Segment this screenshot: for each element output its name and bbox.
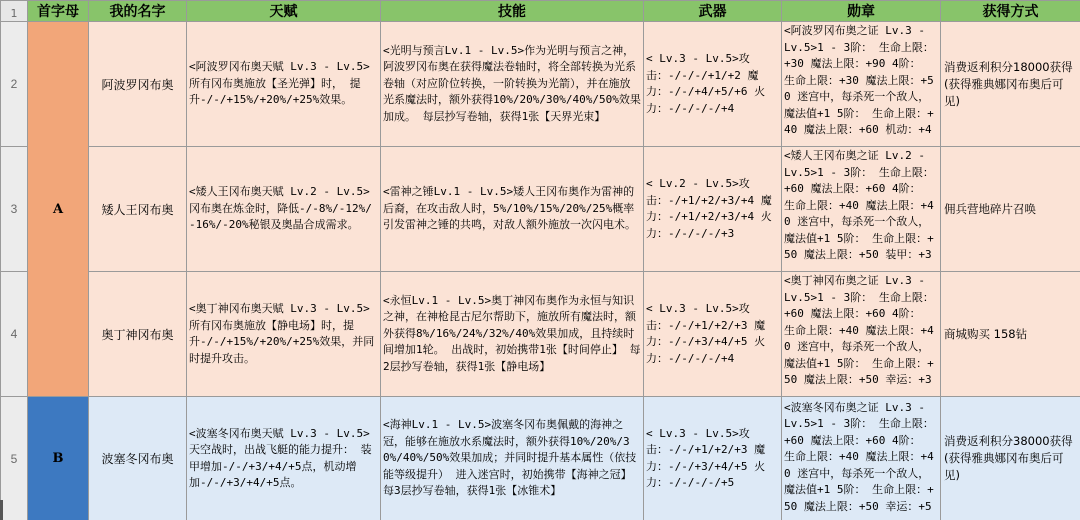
table-row [1,22,1080,147]
skill-cell[interactable]: <光明与预言Lv.1 - Lv.5>作为光明与预言之神，阿波罗冈布奥在获得魔法卷轴时，将全部转换为光系卷轴（对应阶位转换，一阶转换为光箭），并在施放光系魔法时，额外获得10%/20%/30%/40%/50%效果加成。 每层抄写卷轴，获得1张【天界光束】 [381,22,644,147]
talent-cell[interactable]: <奥丁神冈布奥天赋 Lv.3 - Lv.5>所有冈布奥施放【静电场】时，提升-/-/+15%/+20%/+25%效果，并同时提升攻击。 [187,272,381,397]
medal-cell[interactable]: <波塞冬冈布奥之证 Lv.3 - Lv.5>1 - 3阶： 生命上限：+60 魔法上限：+60 4阶： 生命上限：+40 魔法上限：+40 迷宫中，每杀死一个敌人，魔法值+1 5阶： 生命上限：+50 魔法上限：+50 幸运：+5 [782,397,941,520]
weapon-cell[interactable]: < Lv.3 - Lv.5>攻击：-/-/+1/+2/+3 魔力：-/-/+3/+4/+5 火力：-/-/-/-/+4 [644,272,782,397]
column-header-weapon[interactable]: 武器 [644,1,782,22]
column-header-name[interactable]: 我的名字 [89,1,187,22]
row-number-cell[interactable]: 1 [1,1,28,22]
obtain-cell[interactable]: 消费返利积分18000获得(获得雅典娜冈布奥后可见) [941,22,1080,147]
obtain-cell[interactable]: 消费返利积分38000获得(获得雅典娜冈布奥后可见) [941,397,1080,520]
column-header-medal[interactable]: 勋章 [782,1,941,22]
talent-cell[interactable]: <矮人王冈布奥天赋 Lv.2 - Lv.5>冈布奥在炼金时，降低-/-8%/-12%/-16%/-20%秘银及奥晶合成需求。 [187,147,381,272]
table-row [1,272,1080,397]
column-header-initial[interactable]: 首字母 [28,1,89,22]
row-number-cell[interactable]: 4 [1,272,28,397]
name-cell[interactable]: 矮人王冈布奥 [89,147,187,272]
medal-cell[interactable]: <奥丁神冈布奥之证 Lv.3 - Lv.5>1 - 3阶： 生命上限：+60 魔法上限：+60 4阶： 生命上限：+40 魔法上限：+40 迷宫中，每杀死一个敌人，魔法值+1 5阶： 生命上限：+50 魔法上限：+50 幸运：+3 [782,272,941,397]
weapon-cell[interactable]: < Lv.3 - Lv.5>攻击：-/-/-/+1/+2 魔力：-/-/+4/+5/+6 火力：-/-/-/-/+4 [644,22,782,147]
obtain-cell[interactable]: 佣兵营地碎片召唤 [941,147,1080,272]
name-cell[interactable]: 波塞冬冈布奥 [89,397,187,520]
weapon-cell[interactable]: < Lv.2 - Lv.5>攻击：-/+1/+2/+3/+4 魔力：-/+1/+2/+3/+4 火力：-/-/-/-/+3 [644,147,782,272]
talent-cell[interactable]: <阿波罗冈布奥天赋 Lv.3 - Lv.5>所有冈布奥施放【圣光弹】时， 提升-/-/+15%/+20%/+25%效果。 [187,22,381,147]
table-row [1,147,1080,272]
name-cell[interactable]: 阿波罗冈布奥 [89,22,187,147]
skill-cell[interactable]: <雷神之锤Lv.1 - Lv.5>矮人王冈布奥作为雷神的后裔，在攻击敌人时，5%/10%/15%/20%/25%概率引发雷神之锤的共鸣，对敌人额外施放一次闪电术。 [381,147,644,272]
header-row [1,1,1080,22]
medal-cell[interactable]: <阿波罗冈布奥之证 Lv.3 - Lv.5>1 - 3阶： 生命上限：+30 魔法上限：+90 4阶： 生命上限：+30 魔法上限：+50 迷宫中，每杀死一个敌人，魔法值+1 5阶： 生命上限：+40 魔法上限：+60 机动：+4 [782,22,941,147]
group-letter-cell[interactable]: B [28,397,89,520]
skill-cell[interactable]: <永恒Lv.1 - Lv.5>奥丁神冈布奥作为永恒与知识之神，在神枪昆古尼尔帮助下，施放所有魔法时，额外获得8%/16%/24%/32%/40%效果加成，且持续时间增加1轮。 出战时，初始携带1张【时间停止】 每2层抄写卷轴，获得1张【静电场】 [381,272,644,397]
group-letter-cell[interactable]: A [28,22,89,397]
skill-cell[interactable]: <海神Lv.1 - Lv.5>波塞冬冈布奥佩戴的海神之冠，能够在施放水系魔法时，额外获得10%/20%/30%/40%/50%效果加成；并同时提升基本属性（依技能等级提升） 进入迷宫时，初始携带【海神之冠】 每3层抄写卷轴，获得1张【冰锥术】 [381,397,644,520]
talent-cell[interactable]: <波塞冬冈布奥天赋 Lv.3 - Lv.5>天空战时，出战飞艇的能力提升： 装甲增加-/-/+3/+4/+5点，机动增加-/-/+3/+4/+5点。 [187,397,381,520]
row-number-cell[interactable]: 2 [1,22,28,147]
scrollbar-handle[interactable] [0,500,3,520]
table-row [1,397,1080,520]
obtain-cell[interactable]: 商城购买 158钻 [941,272,1080,397]
name-cell[interactable]: 奥丁神冈布奥 [89,272,187,397]
column-header-obtain[interactable]: 获得方式 [941,1,1080,22]
column-header-talent[interactable]: 天赋 [187,1,381,22]
medal-cell[interactable]: <矮人王冈布奥之证 Lv.2 - Lv.5>1 - 3阶： 生命上限：+60 魔法上限：+60 4阶： 生命上限：+40 魔法上限：+40 迷宫中，每杀死一个敌人，魔法值+1 5阶： 生命上限：+50 魔法上限：+50 装甲：+3 [782,147,941,272]
row-number-cell[interactable]: 3 [1,147,28,272]
row-number-cell[interactable]: 5 [1,397,28,520]
column-header-skill[interactable]: 技能 [381,1,644,22]
weapon-cell[interactable]: < Lv.3 - Lv.5>攻击：-/-/+1/+2/+3 魔力：-/-/+3/+4/+5 火力：-/-/-/-/+5 [644,397,782,520]
